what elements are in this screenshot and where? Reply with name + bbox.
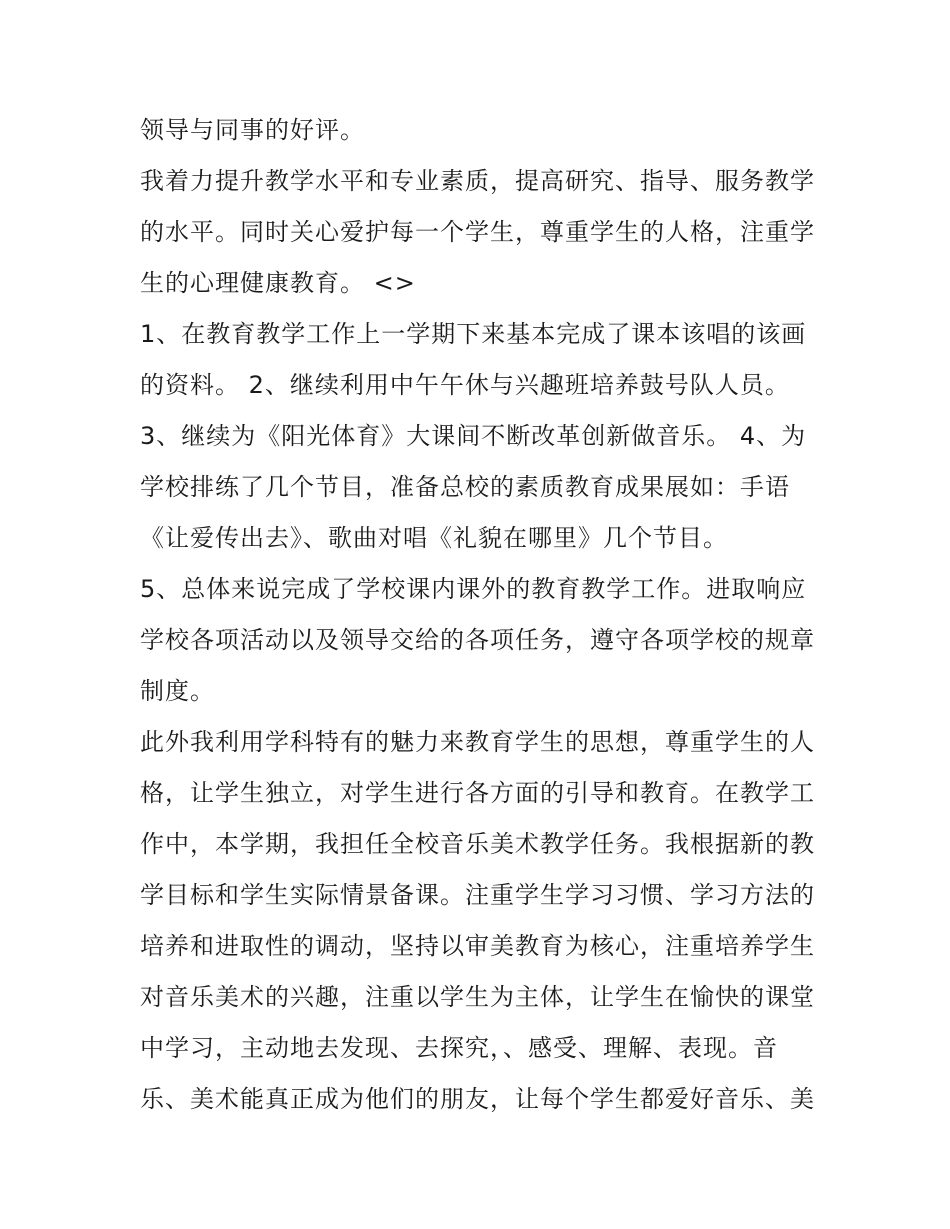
text-line: 3、继续为《阳光体育》大课间不断改革创新做音乐。 4、为 <box>140 422 807 450</box>
text-line: 制度。 <box>140 677 215 705</box>
text-line: 中学习，主动地去发现、去探究，、感受、理解、表现。音 <box>140 1034 778 1062</box>
text-line: 乐、美术能真正成为他们的朋友，让每个学生都爱好音乐、美 <box>140 1085 815 1113</box>
text-line: 生的心理健康教育。 <> <box>140 269 416 297</box>
text-line: 学校各项活动以及领导交给的各项任务，遵守各项学校的规章 <box>140 626 815 654</box>
text-line: 我着力提升教学水平和专业素质，提高研究、指导、服务教学 <box>140 167 815 195</box>
text-line: 的水平。同时关心爱护每一个学生，尊重学生的人格，注重学 <box>140 218 815 246</box>
text-line: 《让爱传出去》、歌曲对唱《礼貌在哪里》几个节目。 <box>140 524 728 552</box>
text-line: 的资料。 2、继续利用中午午休与兴趣班培养鼓号队人员。 <box>140 371 790 399</box>
text-line: 作中，本学期，我担任全校音乐美术教学任务。我根据新的教 <box>140 830 815 858</box>
text-line: 此外我利用学科特有的魅力来教育学生的思想，尊重学生的人 <box>140 728 815 756</box>
text-line: 学校排练了几个节目，准备总校的素质教育成果展如：手语 <box>140 473 790 501</box>
text-line: 1、在教育教学工作上一学期下来基本完成了课本该唱的该画 <box>140 320 807 348</box>
text-line: 领导与同事的好评。 <box>140 116 365 144</box>
text-line: 格，让学生独立，对学生进行各方面的引导和教育。在教学工 <box>140 779 815 807</box>
text-line: 培养和进取性的调动，坚持以审美教育为核心，注重培养学生 <box>140 932 815 960</box>
text-line: 5、总体来说完成了学校课内课外的教育教学工作。进取响应 <box>140 575 807 603</box>
text-line: 学目标和学生实际情景备课。注重学生学习习惯、学习方法的 <box>140 881 815 909</box>
text-line: 对音乐美术的兴趣，注重以学生为主体，让学生在愉快的课堂 <box>140 983 815 1011</box>
